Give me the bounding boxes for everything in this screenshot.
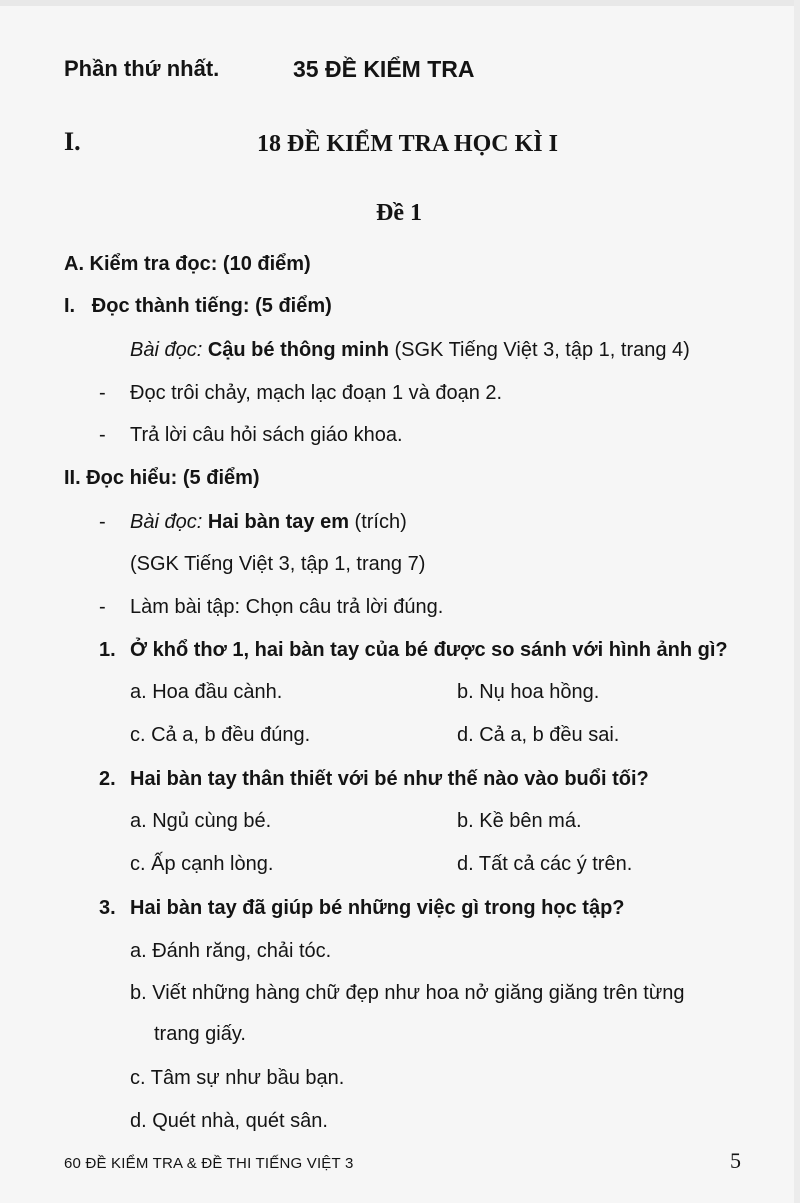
section-number: I. <box>64 127 81 156</box>
footer-book-title: 60 ĐỀ KIỂM TRA & ĐỀ THI TIẾNG VIỆT 3 <box>64 1155 354 1172</box>
answer-option: b. Kề bên má. <box>457 810 582 832</box>
page-right-edge <box>794 0 800 1203</box>
answer-option-continued: trang giấy. <box>154 1023 246 1045</box>
answer-option: b. Nụ hoa hồng. <box>457 681 600 703</box>
reading-title: Hai bàn tay em <box>207 511 349 533</box>
part-label: Phần thứ nhất. <box>64 56 220 81</box>
answer-option: d. Quét nhà, quét sân. <box>130 1110 328 1132</box>
question-text: Hai bàn tay thân thiết với bé như thế nào vào buổi tối? <box>130 768 649 790</box>
answer-option: c. Ấp cạnh lòng. <box>130 853 274 875</box>
page-number: 5 <box>730 1148 741 1173</box>
answer-option: c. Tâm sự như bầu bạn. <box>130 1067 345 1089</box>
part2-instruction: Làm bài tập: Chọn câu trả lời đúng. <box>130 596 444 618</box>
question-number: 3. <box>99 897 116 919</box>
bullet-dash: - <box>99 424 106 446</box>
part1-bullet-2: Trả lời câu hỏi sách giáo khoa. <box>130 424 403 446</box>
answer-option: d. Tất cả các ý trên. <box>457 853 633 875</box>
question-text: Ở khổ thơ 1, hai bàn tay của bé được so sánh với hình ảnh gì? <box>130 639 728 661</box>
bullet-dash: - <box>99 382 106 404</box>
part2-reading-line <box>130 510 407 534</box>
part-title: 35 ĐỀ KIỂM TRA <box>293 56 475 82</box>
answer-option: a. Đánh răng, chải tóc. <box>130 940 332 962</box>
question-text: Hai bàn tay đã giúp bé những việc gì trong học tập? <box>130 897 625 919</box>
reading-prefix: Bài đọc: <box>130 339 203 361</box>
answer-option: b. Viết những hàng chữ đẹp như hoa nở giăng giăng trên từng <box>130 982 685 1004</box>
section-a-heading: A. Kiểm tra đọc: (10 điểm) <box>64 253 311 275</box>
bullet-dash: - <box>99 596 106 618</box>
part2-reading-source: (SGK Tiếng Việt 3, tập 1, trang 7) <box>130 553 426 575</box>
answer-option: d. Cả a, b đều sai. <box>457 724 620 746</box>
question-number: 1. <box>99 639 116 661</box>
part1-heading: I. Đọc thành tiếng: (5 điểm) <box>64 295 332 317</box>
answer-option: a. Ngủ cùng bé. <box>130 810 272 832</box>
exam-title: Đề 1 <box>376 200 422 226</box>
part1-reading-line <box>130 338 690 362</box>
part1-bullet-1: Đọc trôi chảy, mạch lạc đoạn 1 và đoạn 2. <box>130 382 503 404</box>
bullet-dash: - <box>99 511 106 533</box>
part2-heading: II. Đọc hiểu: (5 điểm) <box>64 467 260 489</box>
answer-option: a. Hoa đầu cành. <box>130 681 283 703</box>
question-number: 2. <box>99 768 116 790</box>
reading-suffix: (trích) <box>349 511 407 533</box>
page-top-edge <box>0 0 800 6</box>
reading-source: (SGK Tiếng Việt 3, tập 1, trang 4) <box>388 339 690 361</box>
reading-title: Cậu bé thông minh <box>207 339 389 361</box>
answer-option: c. Cả a, b đều đúng. <box>130 724 311 746</box>
reading-prefix: Bài đọc: <box>130 511 203 533</box>
section-title: 18 ĐỀ KIỂM TRA HỌC KÌ I <box>257 131 558 157</box>
